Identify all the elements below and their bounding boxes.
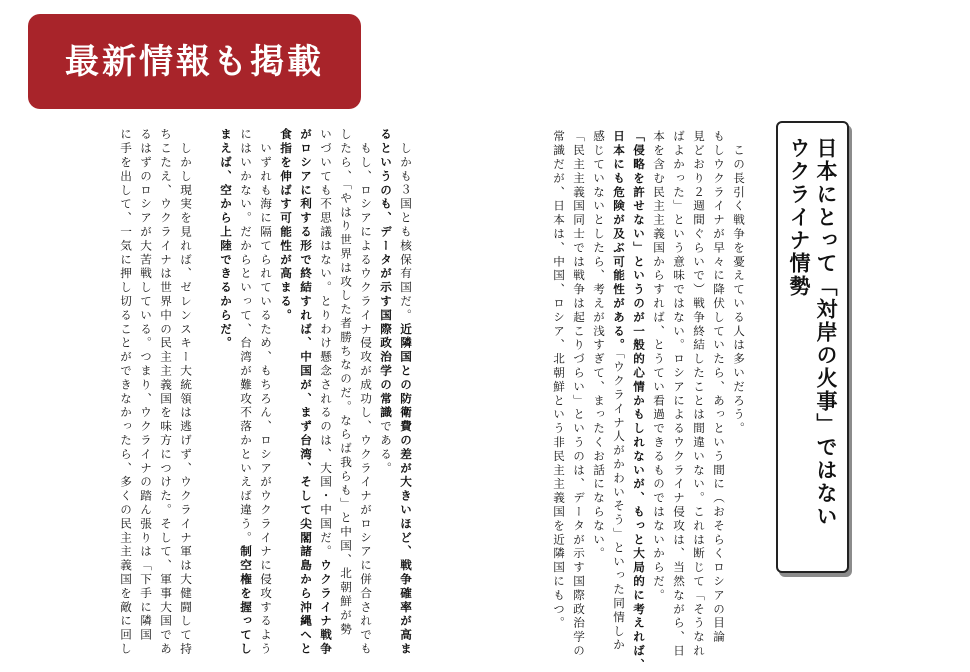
body-column-right bbox=[549, 130, 749, 672]
body-text: この長引く戦争を憂えている人は多いだろう。 もしウクライナが早々に降伏していたら、あっという間に（おそらくロシアの目論 見どおり２週間ぐらいで）戦争終結したことは間違いない。これは断じて「そうなれ ばよかった」という意味ではない。ロシアによるウクライナ侵攻は、当然ながら、日 本を含む民主主義国からすれば、とうてい看過できるものではないからだ。 bbox=[652, 130, 746, 659]
emphasis-text: 制空権を握ってし まえば、空から上陸できるからだ。 bbox=[219, 128, 253, 657]
article-title-box bbox=[776, 121, 849, 573]
body-column-left bbox=[114, 128, 416, 657]
body-text: である。 もし、ロシアによるウクライナ侵攻が成功し、ウクライナがロシアに併合されでも したら、「やはり世界は攻した者勝ちなのだ。ならば我らも」と中国、北朝鮮が勢 いづいても不思議はない。とりわけ懸念されるのは、大国・中国だ。 bbox=[319, 128, 393, 657]
body-text: しかし現実を見れば、ゼレンスキー大統領は逃げず、ウクライナ軍は大健闘して持 ちこたえ、ウクライナは世界中の民主主義国を味方につけた。そして、軍事大国であ るはずのロシアが大苦戦している。つまり、ウクライナの踏ん張りは「下手に隣国 に手を出して、一気に押し切ることができなかったら、多くの民主主義国を敵に回し bbox=[119, 128, 193, 657]
latest-info-banner bbox=[28, 14, 361, 109]
article-title: 日本にとって「対岸の火事」ではない ウクライナ情勢 bbox=[787, 137, 838, 528]
body-text: 「ウクライナ人がかわいそう」といった同情しか 感じていないとしたら、考えが浅すぎて、まったくお話にならない。 「民主主義国同士では戦争は起こりづらい」というのは、データが示す国際政治学の 常識だが、日本は、中国、ロシア、北朝鮮という非民主主義国を近隣国にもつ。 bbox=[552, 130, 626, 659]
banner-text: 最新情報も掲載 bbox=[65, 42, 324, 82]
body-text: いずれも海に隔てられているため、もちろん、ロシアがウクライナに侵攻するよう にはいかない。だからといって、台湾が難攻不落かといえば違う。 bbox=[239, 128, 273, 657]
emphasis-text: 近隣国との防衛費の差が大きいほど、戦争確率が高ま るというのも、データが示す国際政治学の常識 bbox=[379, 128, 413, 657]
body-text: しかも３国とも核保有国だ。 bbox=[399, 128, 413, 323]
emphasis-text: 「侵略を許せない」というのが一般的心情かもしれないが、もっと大局的に考えれば、 日本にも危険が及ぶ可能性がある。 bbox=[612, 130, 646, 672]
emphasis-text: ウクライナ戦争 がロシアに利する形で終結すれば、中国が、まず台湾、そして尖閣諸島から沖縄へと 食指を伸ばす可能性が高まる。 bbox=[279, 128, 333, 657]
